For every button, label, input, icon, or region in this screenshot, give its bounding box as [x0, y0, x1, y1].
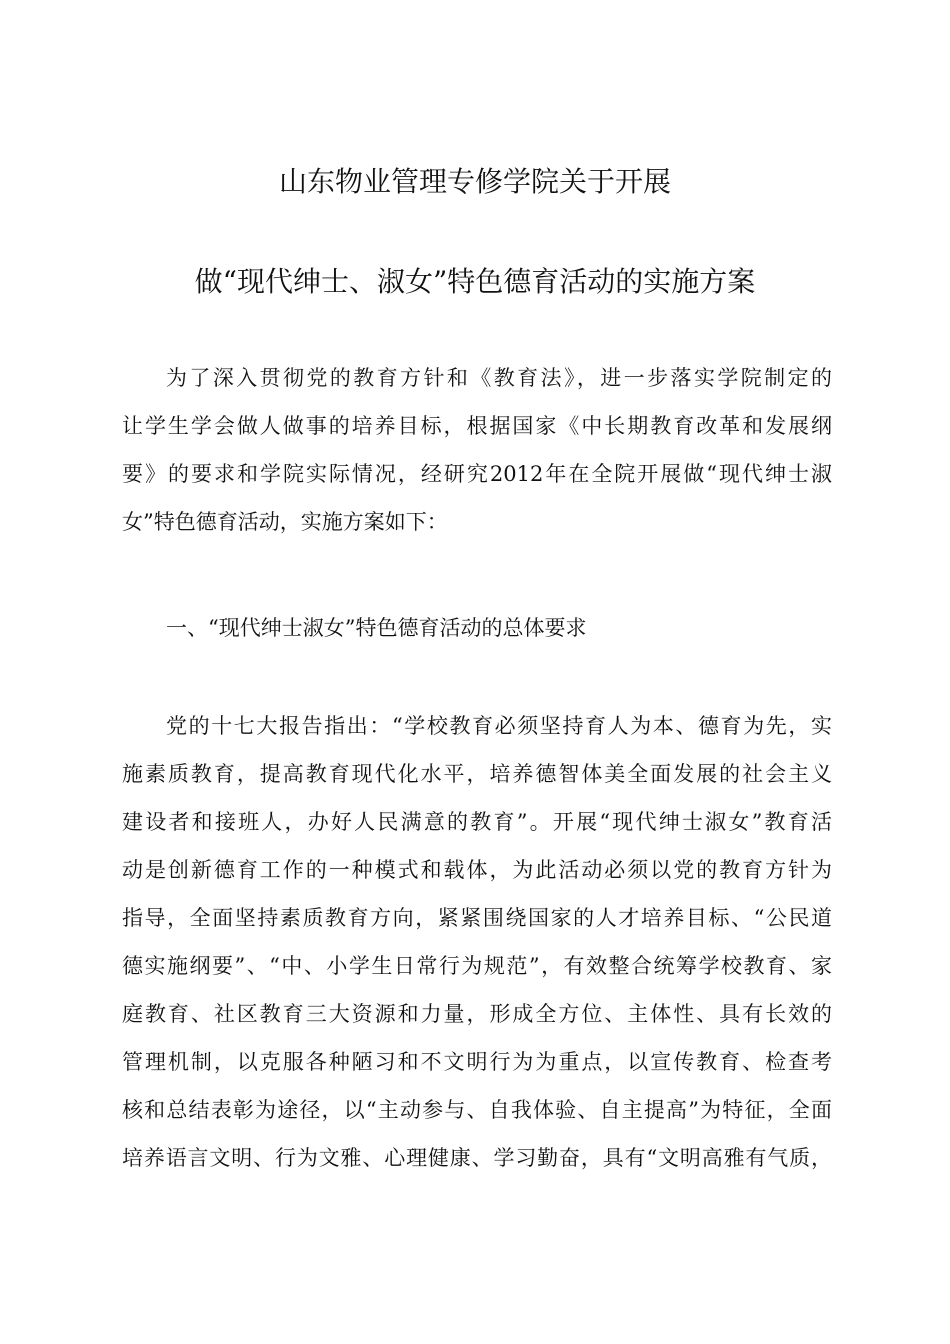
section-1-line-9: 核和总结表彰为途径，以“主动参与、自我体验、自主提高”为特征，全面: [122, 1098, 832, 1122]
section-1-heading-text: 一、“现代绅士淑女”特色德育活动的总体要求: [166, 616, 587, 640]
section-1-line-7: 庭教育、社区教育三大资源和力量，形成全方位、主体性、具有长效的: [122, 1002, 832, 1026]
section-1-line-8: 管理机制，以克服各种陋习和不文明行为为重点，以宣传教育、检查考: [122, 1050, 832, 1074]
section-1-line-4: 动是创新德育工作的一种模式和载体，为此活动必须以党的教育方针为: [122, 858, 832, 882]
section-1-line-1: 党的十七大报告指出：“学校教育必须坚持育人为本、德育为先，实: [166, 714, 832, 738]
section-1-line-10: 培养语言文明、行为文雅、心理健康、学习勤奋，具有“文明高雅有气质，: [122, 1146, 832, 1170]
document-title-line-2: 做“现代绅士、淑女”特色德育活动的实施方案: [194, 265, 756, 298]
section-1-heading: [122, 604, 832, 652]
intro-paragraph: [122, 354, 832, 546]
section-1-line-2: 施素质教育，提高教育现代化水平，培养德智体美全面发展的社会主义: [122, 762, 832, 786]
document-title-line-1: 山东物业管理专修学院关于开展: [278, 165, 671, 198]
intro-line-4: 女”特色德育活动，实施方案如下：: [122, 510, 448, 534]
intro-line-1: 为了深入贯彻党的教育方针和《教育法》，进一步落实学院制定的: [166, 366, 832, 390]
section-1-line-6: 德实施纲要”、“中、小学生日常行为规范”，有效整合统筹学校教育、家: [122, 954, 832, 978]
section-1-line-5: 指导，全面坚持素质教育方向，紧紧围绕国家的人才培养目标、“公民道: [122, 906, 832, 930]
intro-line-2: 让学生学会做人做事的培养目标，根据国家《中长期教育改革和发展纲: [122, 414, 832, 438]
section-1-paragraph: [122, 702, 832, 1182]
section-1-line-3: 建设者和接班人，办好人民满意的教育”。开展“现代绅士淑女”教育活: [122, 810, 832, 834]
intro-line-3: 要》的要求和学院实际情况，经研究2012年在全院开展做“现代绅士淑: [122, 462, 832, 486]
